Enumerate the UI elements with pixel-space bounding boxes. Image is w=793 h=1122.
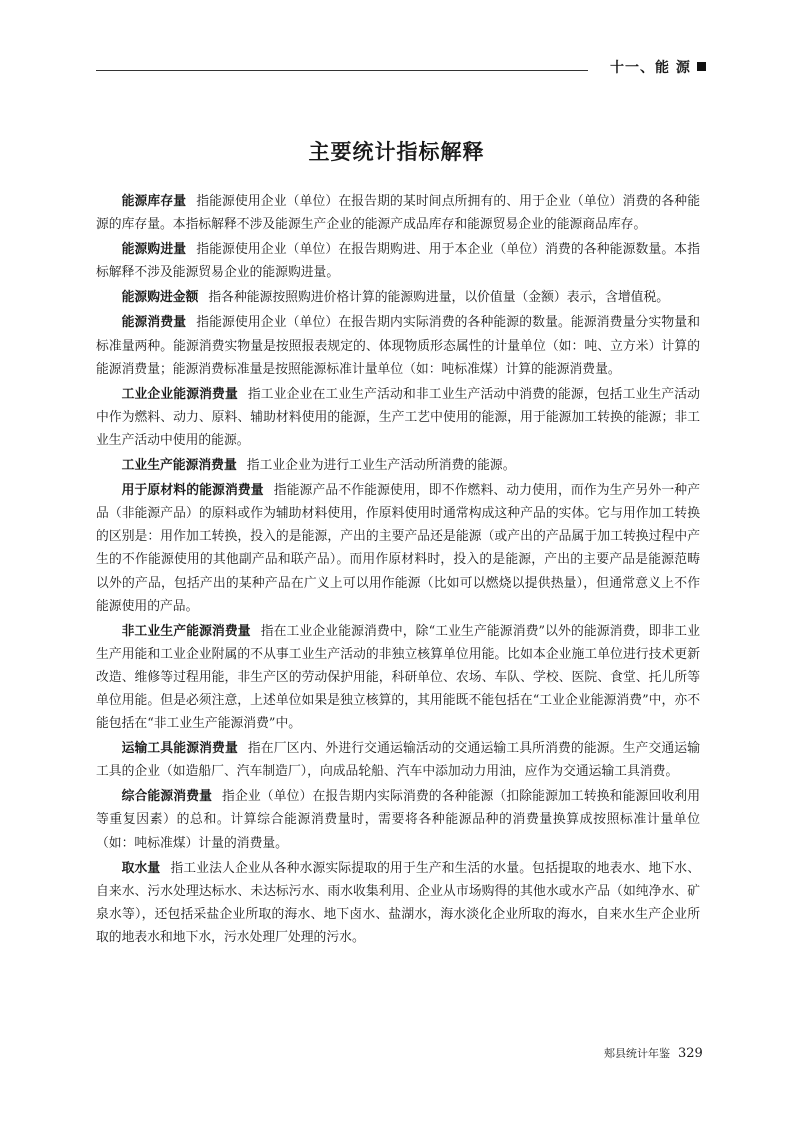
- entry-text: 指各种能源按照购进价格计算的能源购进量，以价值量（金额）表示，含增值税。: [208, 290, 670, 306]
- entry-term: 取水量: [121, 860, 161, 876]
- glossary-entry: [96, 286, 700, 309]
- entry-term: 工业企业能源消费量: [121, 386, 238, 402]
- page-number: 329: [678, 1046, 703, 1061]
- page-footer: [604, 1045, 703, 1061]
- footer-book-title: 郏县统计年鉴: [604, 1047, 670, 1060]
- entry-text: 指能源使用企业（单位）在报告期购进、用于本企业（单位）消费的各种能源数量。本指标解释不涉及能源贸易企业的能源购进量。: [96, 242, 701, 281]
- entry-term: 能源购进金额: [121, 290, 199, 306]
- entry-term: 能源购进量: [121, 242, 187, 258]
- entry-text: 指在厂区内、外进行交通运输活动的交通运输工具所消费的能源。生产交通运输工具的企业（如造船厂、汽车制造厂），向成品轮船、汽车中添加动力用油，应作为交通运输工具消费。: [96, 741, 701, 780]
- entry-term: 非工业生产能源消费量: [121, 623, 251, 639]
- glossary-entry: [96, 857, 700, 949]
- entry-text: 指工业企业在工业生产活动和非工业生产活动中消费的能源，包括工业生产活动中作为燃料、动力、原料、辅助材料使用的能源，生产工艺中使用的能源，用于能源加工转换的能源；非工业生产活动中使用的能源。: [96, 386, 701, 448]
- entry-term: 工业生产能源消费量: [121, 458, 237, 474]
- glossary-entry: [96, 383, 700, 452]
- entry-term: 综合能源消费量: [121, 789, 213, 805]
- page-title: 主要统计指标解释: [308, 140, 485, 164]
- square-bullet-icon: [697, 62, 706, 71]
- entry-text: 指在工业企业能源消费中，除“工业生产能源消费”以外的能源消费，即非工业生产用能和工业企业附属的不从事工业生产活动的非独立核算单位用能。比如本企业施工单位进行技术更新改造、维修等过程用能，非生产区的劳动保护用能，科研单位、农场、车队、学校、医院、食堂、托儿所等单位用能。但是必须注意，上述单位如果是独立核算的，其用能既不能包括在“工业企业能源消费”中，亦不能包括在“非工业生产能源消费”中。: [96, 623, 700, 732]
- section-title: 十一、能 源: [610, 60, 691, 76]
- entry-text: 指工业法人企业从各种水源实际提取的用于生产和生活的水量。包括提取的地表水、地下水、自来水、污水处理达标水、未达标污水、雨水收集利用、企业从市场购得的其他水或水产品（如纯净水、矿泉水等），还包括采盐企业所取的海水、地下卤水、盐湖水，海水淡化企业所取的海水，自来水生产企业所取的地表水和地下水，污水处理厂处理的污水。: [96, 860, 701, 945]
- entry-text: 指能源产品不作能源使用，即不作燃料、动力使用，而作为生产另外一种产品（非能源产品）的原料或作为辅助材料使用，作原料使用时通常构成这种产品的实体。它与用作加工转换的区别是：用作加工转换，投入的是能源，产出的主要产品还是能源（或产出的产品属于加工转换过程中产生的不作能源使用的其他副产品和联产品）。而用作原材料时，投入的是能源，产出的主要产品是能源范畴以外的产品，包括产出的某种产品在广义上可以用作能源（比如可以燃烧以提供热量），但通常意义上不作能源使用的产品。: [96, 483, 701, 614]
- entry-text: 指工业企业为进行工业生产活动所消费的能源。: [246, 458, 516, 474]
- glossary-entry: [96, 238, 700, 284]
- glossary-entry: [96, 311, 700, 380]
- entry-text: 指能源使用企业（单位）在报告期内实际消费的各种能源的数量。能源消费量分实物量和标准量两种。能源消费实物量是按照报表规定的、体现物质形态属性的计量单位（如：吨、立方米）计算的能源消费量；能源消费标准量是按照能源标准计量单位（如：吨标准煤）计算的能源消费量。: [96, 315, 701, 377]
- glossary-entry: [96, 785, 700, 854]
- running-header: [610, 57, 706, 77]
- entry-term: 运输工具能源消费量: [121, 741, 238, 757]
- glossary-body: [96, 190, 700, 951]
- header-rule: [96, 70, 588, 71]
- entry-term: 能源库存量: [121, 194, 187, 209]
- glossary-entry: [96, 479, 700, 618]
- entry-term: 用于原材料的能源消费量: [121, 483, 264, 499]
- glossary-entry: [96, 737, 700, 783]
- glossary-entry: [96, 454, 700, 477]
- entry-text: 指企业（单位）在报告期内实际消费的各种能源（扣除能源加工转换和能源回收利用等重复因素）的总和。计算综合能源消费量时，需要将各种能源品种的消费量换算成按照标准计量单位（如：吨标准煤）计量的消费量。: [96, 789, 701, 851]
- glossary-entry: [96, 620, 700, 735]
- glossary-entry: [96, 190, 700, 236]
- entry-text: 指能源使用企业（单位）在报告期的某时间点所拥有的、用于企业（单位）消费的各种能源的库存量。本指标解释不涉及能源生产企业的能源产成品库存和能源贸易企业的能源商品库存。: [96, 194, 701, 233]
- entry-term: 能源消费量: [121, 315, 187, 331]
